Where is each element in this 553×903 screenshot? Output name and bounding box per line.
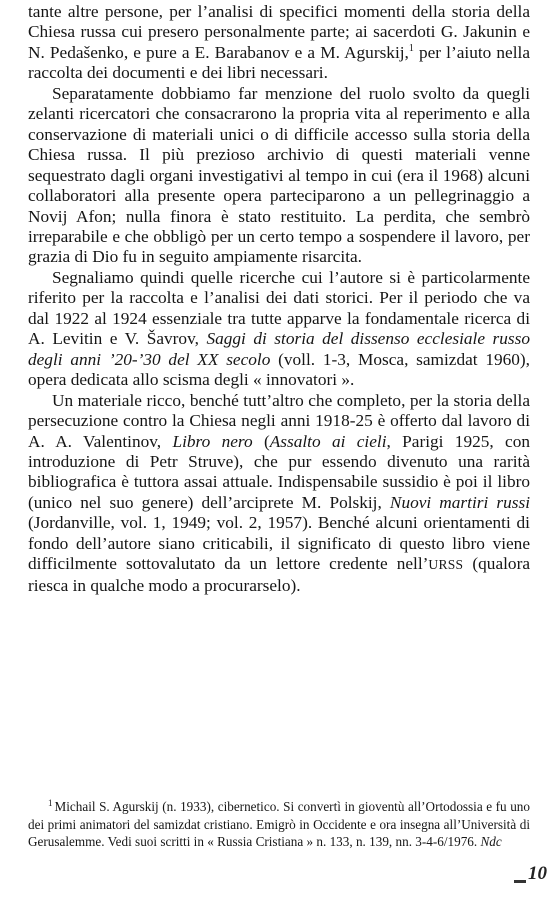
paragraph xyxy=(28,2,530,84)
italic-title: Ndc xyxy=(480,834,502,850)
paragraph xyxy=(28,268,530,391)
footnote-number: 1 xyxy=(48,797,53,808)
text-run: Separatamente dobbiamo far menzione del ruolo svolto da quegli zelanti ricercatori che consacrarono la propria vita al reperimento e alla conservazione di materiali unici o di difficile accesso sulla storia della Chiesa russa. Il più prezioso archivio di questi materiali venne sequestrato dagli organi investigativi al tempo in cui (era il 1968) alcuni collaboratori alla presente opera parteciparono a un pellegrinaggio a Novij Afon; nulla finora è stato restituito. La perdita, che sembrò irreparabile e che obbligò per un certo tempo a sospendere il lavoro, per grazia di Dio fu in seguito ampiamente risarcita. xyxy=(28,83,530,267)
paragraph xyxy=(28,84,530,268)
text-run: (voll. 1-3, Mosca, samizdat 1960), opera dedicata allo scisma degli « innovatori ». xyxy=(28,349,530,390)
text-run: Segnaliamo quindi quelle ricerche cui l’autore si è particolarmente riferito per la raccolta e l’analisi dei dati storici. Per il periodo che va dal 1922 al 1924 essenziale tra tutte apparve la fondamentale ricerca di A. Levitin e V. Šavrov, xyxy=(28,267,530,349)
page-number-mark xyxy=(514,880,526,883)
italic-title: Saggi di storia del dissenso ecclesiale russo degli anni ’20-’30 del XX secolo xyxy=(28,329,530,369)
text-run: Un materiale ricco, benché tutt’altro che completo, per la storia della persecuzione contro la Chiesa negli anni 1918-25 è offerto dal lavoro di A. A. Valentinov, xyxy=(28,390,530,451)
text-run: ( xyxy=(252,431,270,451)
text-run: , Parigi 1925, con introduzione di Petr Struve), che pur essendo divenuto una rarità bibliografica è tuttora assai attuale. Indispensabile sussidio è poi il libro (unico nel suo genere) dell’arciprete M. Polskij, xyxy=(28,431,530,512)
text-run: (qualora riesca in qualche modo a procurarselo). xyxy=(28,554,530,595)
footnotes-section xyxy=(28,798,530,851)
text-run: tante altre persone, per l’analisi di specifici momenti della storia della Chiesa russa cui presero personalmente parte; ai sacerdoti G. Jakunin e N. Pedašenko, e pure a E. Barabanov e a M. Agurskij, xyxy=(28,2,530,62)
text-run: per l’aiuto nella raccolta dei documenti e dei libri necessari. xyxy=(28,42,530,83)
italic-title: Nuovi martiri russi xyxy=(389,492,530,512)
main-text xyxy=(28,2,530,596)
page-number: 10 xyxy=(528,863,547,884)
italic-title: Assalto ai cieli xyxy=(269,431,387,451)
italic-title: Libro nero xyxy=(172,431,253,451)
paragraph xyxy=(28,391,530,597)
footnote-reference: 1 xyxy=(408,43,414,55)
text-run: (Jordanville, vol. 1, 1949; vol. 2, 1957). Benché alcuni orientamenti di fondo dell’autore siano criticabili, il significato di questo libro viene difficilmente sottovalutato da un lettore credente nell’ xyxy=(28,513,530,574)
small-caps-abbreviation: URSS xyxy=(428,557,464,573)
footnote xyxy=(28,798,530,851)
footnote-text-run: Michail S. Agurskij (n. 1933), cibernetico. Si convertì in gioventù all’Ortodossia e fu uno dei primi animatori del samizdat cristiano. Emigrò in Occidente e ora insegna all’Università di Gerusalemme. Vedi suoi scritti in « Russia Cristiana » n. 133, n. 139, nn. 3-4-6/1976. xyxy=(28,799,530,850)
